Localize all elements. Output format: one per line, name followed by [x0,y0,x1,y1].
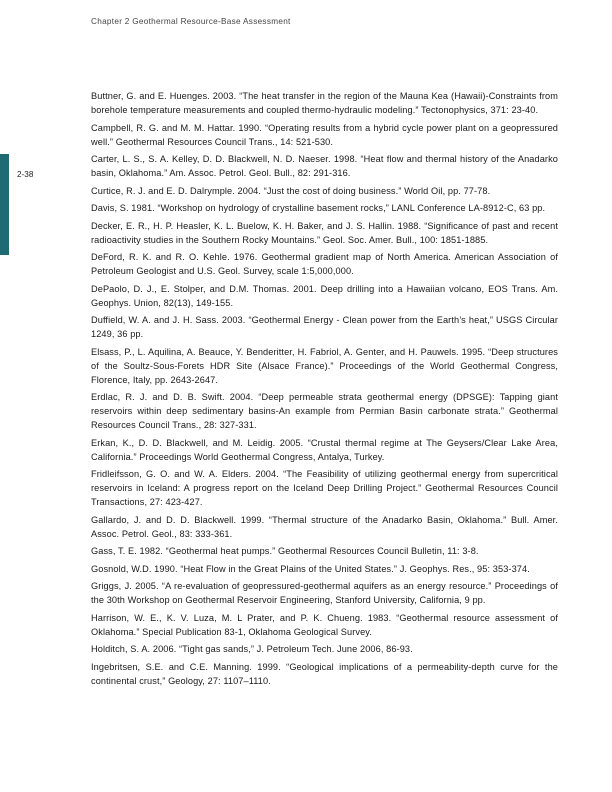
reference-item: Gallardo, J. and D. D. Blackwell. 1999. “Thermal structure of the Anadarko Basin, Oklahoma.” Bull. Amer. Assoc. Petrol. Geol., 83: 333-361. [91,514,558,539]
reference-list [91,89,558,691]
reference-item: Erkan, K., D. D. Blackwell, and M. Leidig. 2005. “Crustal thermal regime at The Geysers/Clear Lake Area, California.” Proceedings World Geothermal Congress, Antalya, Turkey. [91,437,558,462]
reference-item: Elsass, P., L. Aquilina, A. Beauce, Y. Benderitter, H. Fabriol, A. Genter, and H. Pauwels. 1995. “Deep structures of the Soultz-Sous-Forets HDR Site (Alsace France).” Proceedings of the World Geothermal Congress, Florence, Italy, pp. 2643-2647. [91,346,558,385]
reference-item: Duffield, W. A. and J. H. Sass. 2003. “Geothermal Energy - Clean power from the Earth’s heat,” USGS Circular 1249, 36 pp. [91,315,558,339]
reference-item: Erdlac, R. J. and D. B. Swift. 2004. “Deep permeable strata geothermal energy (DPSGE): Tapping giant reservoirs within deep sedimentary basins-An example from Permian Basin carbonate strata.” Geothermal Resources Council Trans., 28: 327-331. [91,392,558,430]
page-number: 2-38 [17,170,34,179]
reference-item: Ingebritsen, S.E. and C.E. Manning. 1999. “Geological implications of a permeability-depth curve for the continental crust,” Geology, 27: 1107–1110. [91,661,558,686]
reference-item: Curtice, R. J. and E. D. Dalrymple. 2004. “Just the cost of doing business.” World Oil, pp. 77-78. [91,185,491,196]
running-header: Chapter 2 Geothermal Resource-Base Assessment [91,17,291,26]
reference-item: Campbell, R. G. and M. M. Hattar. 1990. “Operating results from a hybrid cycle power plant on a geopressured well.” Geothermal Resources Council Trans., 14: 521-530. [91,122,558,147]
reference-item: DeFord, R. K. and R. O. Kehle. 1976. Geothermal gradient map of North America. American Association of Petroleum Geologist and U.S. Geol. Survey, scale 1:5,000,000. [91,252,558,276]
reference-item: Gass, T. E. 1982. “Geothermal heat pumps.” Geothermal Resources Council Bulletin, 11: 3-8. [91,546,479,556]
reference-item: Buttner, G. and E. Huenges. 2003. “The heat transfer in the region of the Mauna Kea (Hawaii)-Constraints from borehole temperature measurements and coupled thermo-hydraulic modeling.” Tectonophysics, 371: 23-40. [91,91,558,115]
reference-item: Holditch, S. A. 2006. “Tight gas sands,” J. Petroleum Tech. June 2006, 86-93. [91,644,413,654]
reference-item: Davis, S. 1981. “Workshop on hydrology of crystalline basement rocks,” LANL Conference LA-8912-C, 63 pp. [91,203,546,213]
reference-item: Griggs, J. 2005. “A re-evaluation of geopressured-geothermal aquifers as an energy resource.” Proceedings of the 30th Workshop on Geothermal Reservoir Engineering, Stanford University, California, 9 pp. [91,581,558,605]
reference-item: Harrison, W. E., K. V. Luza, M. L Prater, and P. K. Chueng. 1983. “Geothermal resource assessment of Oklahoma.” Special Publication 83-1, Oklahoma Geological Survey. [91,612,558,637]
reference-item: Fridleifsson, G. O. and W. A. Elders. 2004. “The Feasibility of utilizing geothermal energy from supercritical reservoirs in Iceland: A progress report on the Iceland Deep Drilling Project.” Geothermal Resources Council Transactions, 27: 423-427. [91,469,558,507]
reference-item: DePaolo, D. J., E. Stolper, and D.M. Thomas. 2001. Deep drilling into a Hawaiian volcano, EOS Trans. Am. Geophys. Union, 82(13), 149-155. [91,283,558,308]
reference-item: Decker, E. R., H. P. Heasler, K. L. Buelow, K. H. Baker, and J. S. Hallin. 1988. “Significance of past and recent radioactivity studies in the Southern Rocky Mountains.” Geol. Soc. Amer. Bull., 100: 1851-1885. [91,220,558,245]
chapter-tab-marker [0,154,9,255]
reference-item: Gosnold, W.D. 1990. “Heat Flow in the Great Plains of the United States.” J. Geophys. Res., 95: 353-374. [91,563,530,574]
reference-item: Carter, L. S., S. A. Kelley, D. D. Blackwell, N. D. Naeser. 1998. “Heat flow and thermal history of the Anadarko basin, Oklahoma.” Am. Assoc. Petrol. Geol. Bull., 82: 291-316. [91,154,558,178]
